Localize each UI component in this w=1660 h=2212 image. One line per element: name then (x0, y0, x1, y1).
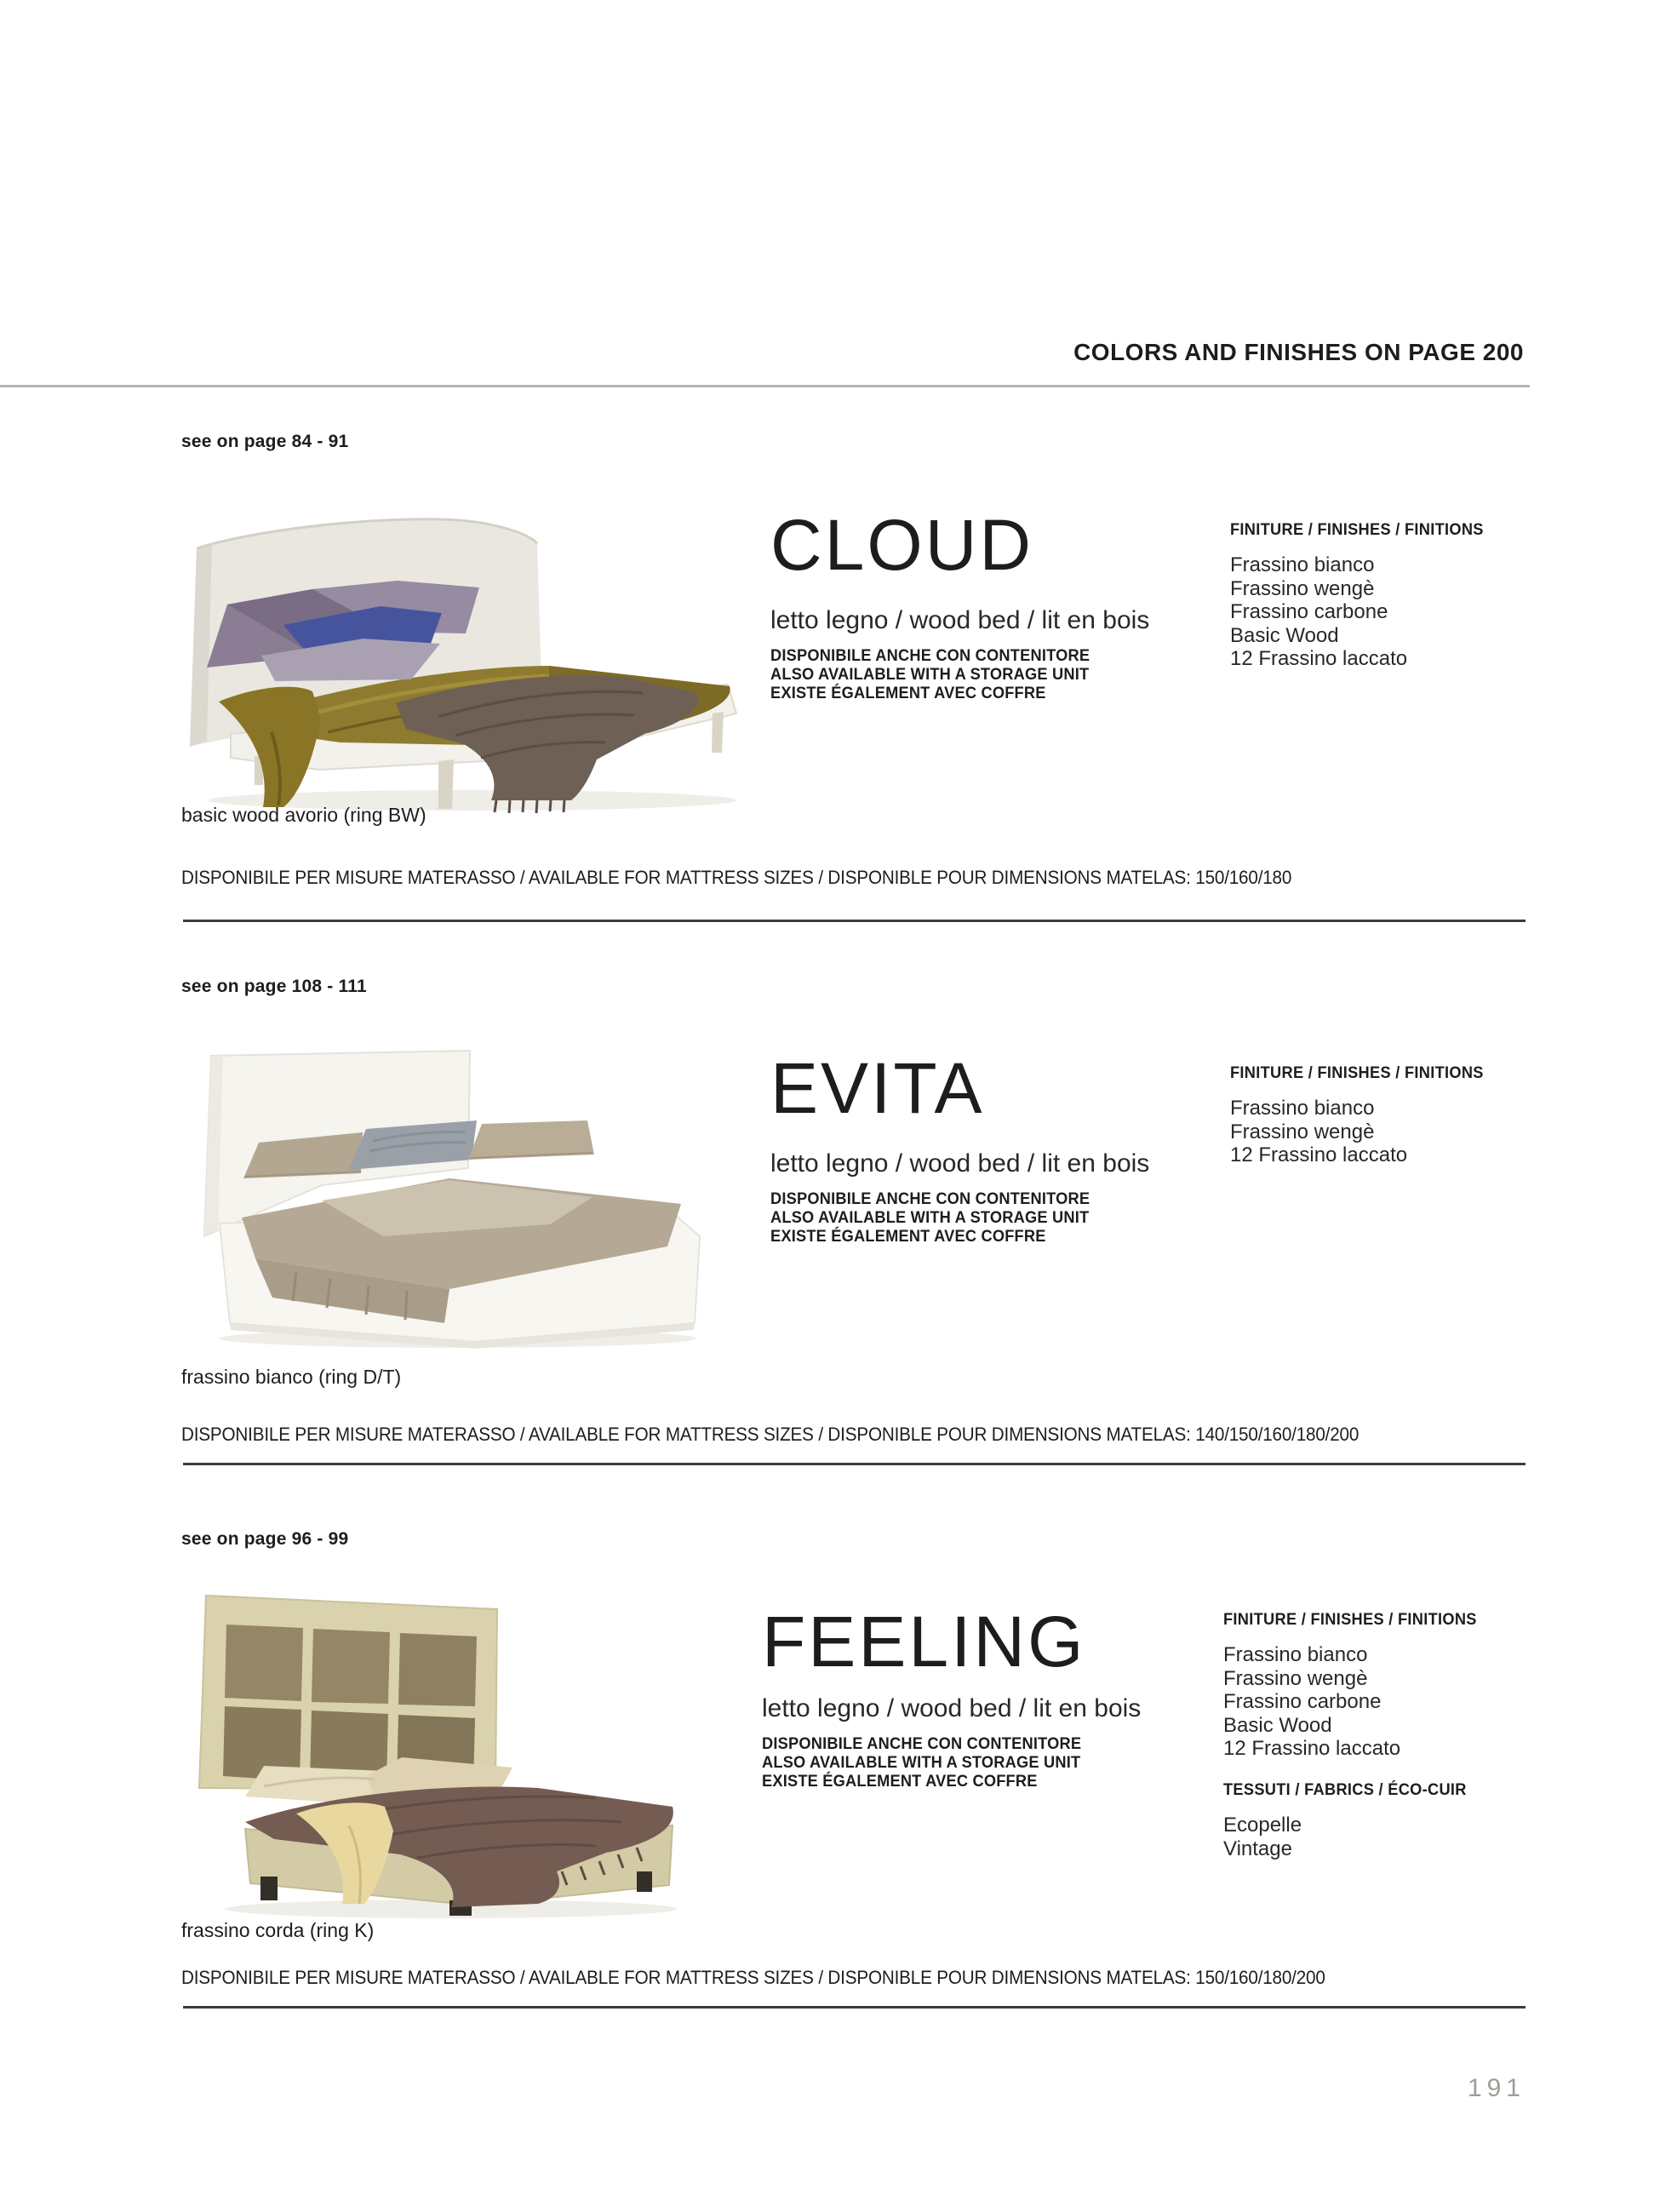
cloud-bed-photo (183, 504, 745, 815)
storage-note-line: DISPONIBILE ANCHE CON CONTENITORE (762, 1735, 1082, 1753)
finish-item: Frassino wengè (1230, 576, 1375, 600)
section-divider (183, 920, 1525, 922)
feeling-headboard (199, 1596, 497, 1790)
finishes-heading: FINITURE / FINISHES / FINITIONS (1230, 1064, 1484, 1082)
storage-note-line: EXISTE ÉGALEMENT AVEC COFFRE (770, 685, 1046, 702)
evita-bed-photo (194, 1040, 705, 1351)
sizes-line: DISPONIBILE PER MISURE MATERASSO / AVAILABLE FOR MATTRESS SIZES / DISPONIBLE POUR DIMENSIONS MATELAS: 150/160/180/200 (181, 1967, 1325, 1988)
finish-item: Frassino bianco (1223, 1643, 1368, 1666)
finishes-list (1230, 1097, 1407, 1167)
storage-note (770, 1190, 1090, 1246)
product-type-line: letto legno / wood bed / lit en bois (770, 1149, 1150, 1178)
storage-note-line: DISPONIBILE ANCHE CON CONTENITORE (770, 647, 1090, 665)
image-caption: basic wood avorio (ring BW) (181, 804, 426, 826)
finish-item: Frassino bianco (1230, 553, 1375, 576)
sizes-line: DISPONIBILE PER MISURE MATERASSO / AVAILABLE FOR MATTRESS SIZES / DISPONIBLE POUR DIMENSIONS MATELAS: 140/150/160/180/200 (181, 1424, 1359, 1445)
finishes-list (1230, 553, 1407, 671)
finishes-heading: FINITURE / FINISHES / FINITIONS (1223, 1611, 1477, 1629)
finish-item: Frassino wengè (1223, 1666, 1368, 1690)
storage-note-line: ALSO AVAILABLE WITH A STORAGE UNIT (770, 1209, 1090, 1227)
product-name: EVITA (770, 1048, 985, 1128)
fabrics-heading: TESSUTI / FABRICS / ÉCO-CUIR (1223, 1781, 1467, 1799)
finishes-list (1223, 1643, 1400, 1761)
sizes-line: DISPONIBILE PER MISURE MATERASSO / AVAILABLE FOR MATTRESS SIZES / DISPONIBLE POUR DIMENSIONS MATELAS: 150/160/180 (181, 867, 1292, 888)
finish-item: Basic Wood (1223, 1713, 1332, 1737)
finish-item: Frassino bianco (1230, 1097, 1375, 1120)
finish-item: 12 Frassino laccato (1223, 1737, 1401, 1760)
feeling-bed-photo (196, 1573, 681, 1923)
storage-note-line: EXISTE ÉGALEMENT AVEC COFFRE (770, 1228, 1046, 1246)
fabric-item: Ecopelle (1223, 1814, 1302, 1837)
product-type-line: letto legno / wood bed / lit en bois (762, 1694, 1142, 1722)
header-divider (0, 385, 1530, 387)
fabric-item: Vintage (1223, 1837, 1292, 1860)
finish-item: Frassino carbone (1230, 600, 1388, 623)
see-on-page-reference: see on page 96 - 99 (181, 1529, 349, 1549)
storage-note-line: EXISTE ÉGALEMENT AVEC COFFRE (762, 1773, 1038, 1791)
storage-note (762, 1735, 1081, 1791)
see-on-page-reference: see on page 84 - 91 (181, 432, 349, 451)
image-caption: frassino bianco (ring D/T) (181, 1366, 402, 1388)
image-caption: frassino corda (ring K) (181, 1919, 375, 1941)
finish-item: 12 Frassino laccato (1230, 1143, 1408, 1166)
finish-item: Basic Wood (1230, 623, 1339, 647)
storage-note-line: ALSO AVAILABLE WITH A STORAGE UNIT (762, 1754, 1081, 1772)
finish-item: 12 Frassino laccato (1230, 647, 1408, 670)
page-header-title: COLORS AND FINISHES ON PAGE 200 (1073, 339, 1524, 365)
section-divider (183, 1463, 1525, 1465)
storage-note-line: ALSO AVAILABLE WITH A STORAGE UNIT (770, 666, 1090, 684)
storage-note-line: DISPONIBILE ANCHE CON CONTENITORE (770, 1190, 1090, 1208)
product-type-line: letto legno / wood bed / lit en bois (770, 606, 1150, 634)
finishes-heading: FINITURE / FINISHES / FINITIONS (1230, 521, 1484, 539)
finish-item: Frassino wengè (1230, 1120, 1375, 1143)
storage-note (770, 647, 1090, 703)
product-name: CLOUD (770, 505, 1034, 585)
page-number: 191 (1467, 2074, 1525, 2102)
fabrics-list (1223, 1814, 1302, 1860)
product-name: FEELING (762, 1602, 1086, 1682)
section-divider (183, 2006, 1525, 2009)
finish-item: Frassino carbone (1223, 1690, 1382, 1713)
see-on-page-reference: see on page 108 - 111 (181, 977, 367, 996)
